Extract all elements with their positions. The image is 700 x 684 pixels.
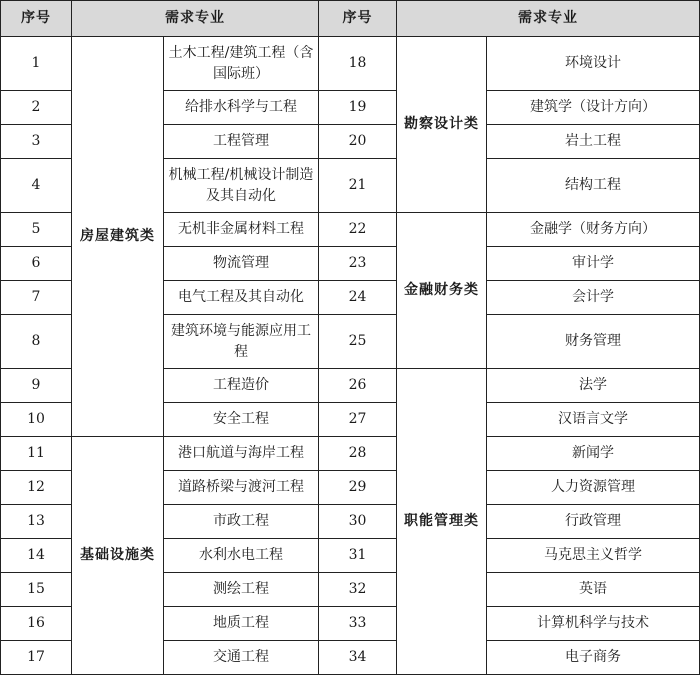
category-housing: 房屋建筑类: [72, 37, 164, 437]
seq-cell: 22: [319, 213, 397, 247]
major-cell: 市政工程: [164, 505, 319, 539]
major-cell: 电气工程及其自动化: [164, 281, 319, 315]
major-cell: 物流管理: [164, 247, 319, 281]
major-cell: 英语: [487, 573, 700, 607]
seq-cell: 26: [319, 369, 397, 403]
seq-cell: 19: [319, 91, 397, 125]
category-management: 职能管理类: [397, 369, 487, 675]
header-seq-right: 序号: [319, 1, 397, 37]
seq-cell: 9: [1, 369, 72, 403]
seq-cell: 14: [1, 539, 72, 573]
seq-cell: 27: [319, 403, 397, 437]
major-cell: 结构工程: [487, 159, 700, 213]
seq-cell: 15: [1, 573, 72, 607]
major-cell: 环境设计: [487, 37, 700, 91]
seq-cell: 3: [1, 125, 72, 159]
table-row: [1, 437, 700, 471]
seq-cell: 34: [319, 641, 397, 675]
seq-cell: 23: [319, 247, 397, 281]
header-seq-left: 序号: [1, 1, 72, 37]
seq-cell: 20: [319, 125, 397, 159]
major-cell: 电子商务: [487, 641, 700, 675]
category-infrastructure: 基础设施类: [72, 437, 164, 675]
seq-cell: 10: [1, 403, 72, 437]
table-row: [1, 37, 700, 91]
major-cell: 法学: [487, 369, 700, 403]
major-cell: 工程造价: [164, 369, 319, 403]
major-cell: 新闻学: [487, 437, 700, 471]
seq-cell: 13: [1, 505, 72, 539]
seq-cell: 24: [319, 281, 397, 315]
seq-cell: 7: [1, 281, 72, 315]
seq-cell: 5: [1, 213, 72, 247]
seq-cell: 12: [1, 471, 72, 505]
header-row: [1, 1, 700, 37]
seq-cell: 28: [319, 437, 397, 471]
seq-cell: 32: [319, 573, 397, 607]
seq-cell: 18: [319, 37, 397, 91]
major-cell: 建筑学（设计方向）: [487, 91, 700, 125]
major-cell: 无机非金属材料工程: [164, 213, 319, 247]
seq-cell: 6: [1, 247, 72, 281]
major-cell: 交通工程: [164, 641, 319, 675]
header-major-right: 需求专业: [397, 1, 700, 37]
seq-cell: 21: [319, 159, 397, 213]
major-cell: 道路桥梁与渡河工程: [164, 471, 319, 505]
major-cell: 安全工程: [164, 403, 319, 437]
seq-cell: 16: [1, 607, 72, 641]
category-survey: 勘察设计类: [397, 37, 487, 213]
major-cell: 给排水科学与工程: [164, 91, 319, 125]
major-cell: 建筑环境与能源应用工程: [164, 315, 319, 369]
major-cell: 工程管理: [164, 125, 319, 159]
major-cell: 地质工程: [164, 607, 319, 641]
major-cell: 行政管理: [487, 505, 700, 539]
seq-cell: 1: [1, 37, 72, 91]
seq-cell: 29: [319, 471, 397, 505]
seq-cell: 4: [1, 159, 72, 213]
major-cell: 人力资源管理: [487, 471, 700, 505]
seq-cell: 17: [1, 641, 72, 675]
major-cell: 土木工程/建筑工程（含国际班）: [164, 37, 319, 91]
major-cell: 马克思主义哲学: [487, 539, 700, 573]
seq-cell: 11: [1, 437, 72, 471]
major-cell: 财务管理: [487, 315, 700, 369]
major-cell: 测绘工程: [164, 573, 319, 607]
seq-cell: 25: [319, 315, 397, 369]
seq-cell: 30: [319, 505, 397, 539]
major-cell: 审计学: [487, 247, 700, 281]
seq-cell: 2: [1, 91, 72, 125]
major-cell: 计算机科学与技术: [487, 607, 700, 641]
seq-cell: 33: [319, 607, 397, 641]
major-cell: 岩土工程: [487, 125, 700, 159]
major-cell: 汉语言文学: [487, 403, 700, 437]
major-cell: 机械工程/机械设计制造及其自动化: [164, 159, 319, 213]
major-cell: 会计学: [487, 281, 700, 315]
major-cell: 水利水电工程: [164, 539, 319, 573]
seq-cell: 31: [319, 539, 397, 573]
major-cell: 港口航道与海岸工程: [164, 437, 319, 471]
header-major-left: 需求专业: [72, 1, 319, 37]
category-finance: 金融财务类: [397, 213, 487, 369]
seq-cell: 8: [1, 315, 72, 369]
major-cell: 金融学（财务方向）: [487, 213, 700, 247]
